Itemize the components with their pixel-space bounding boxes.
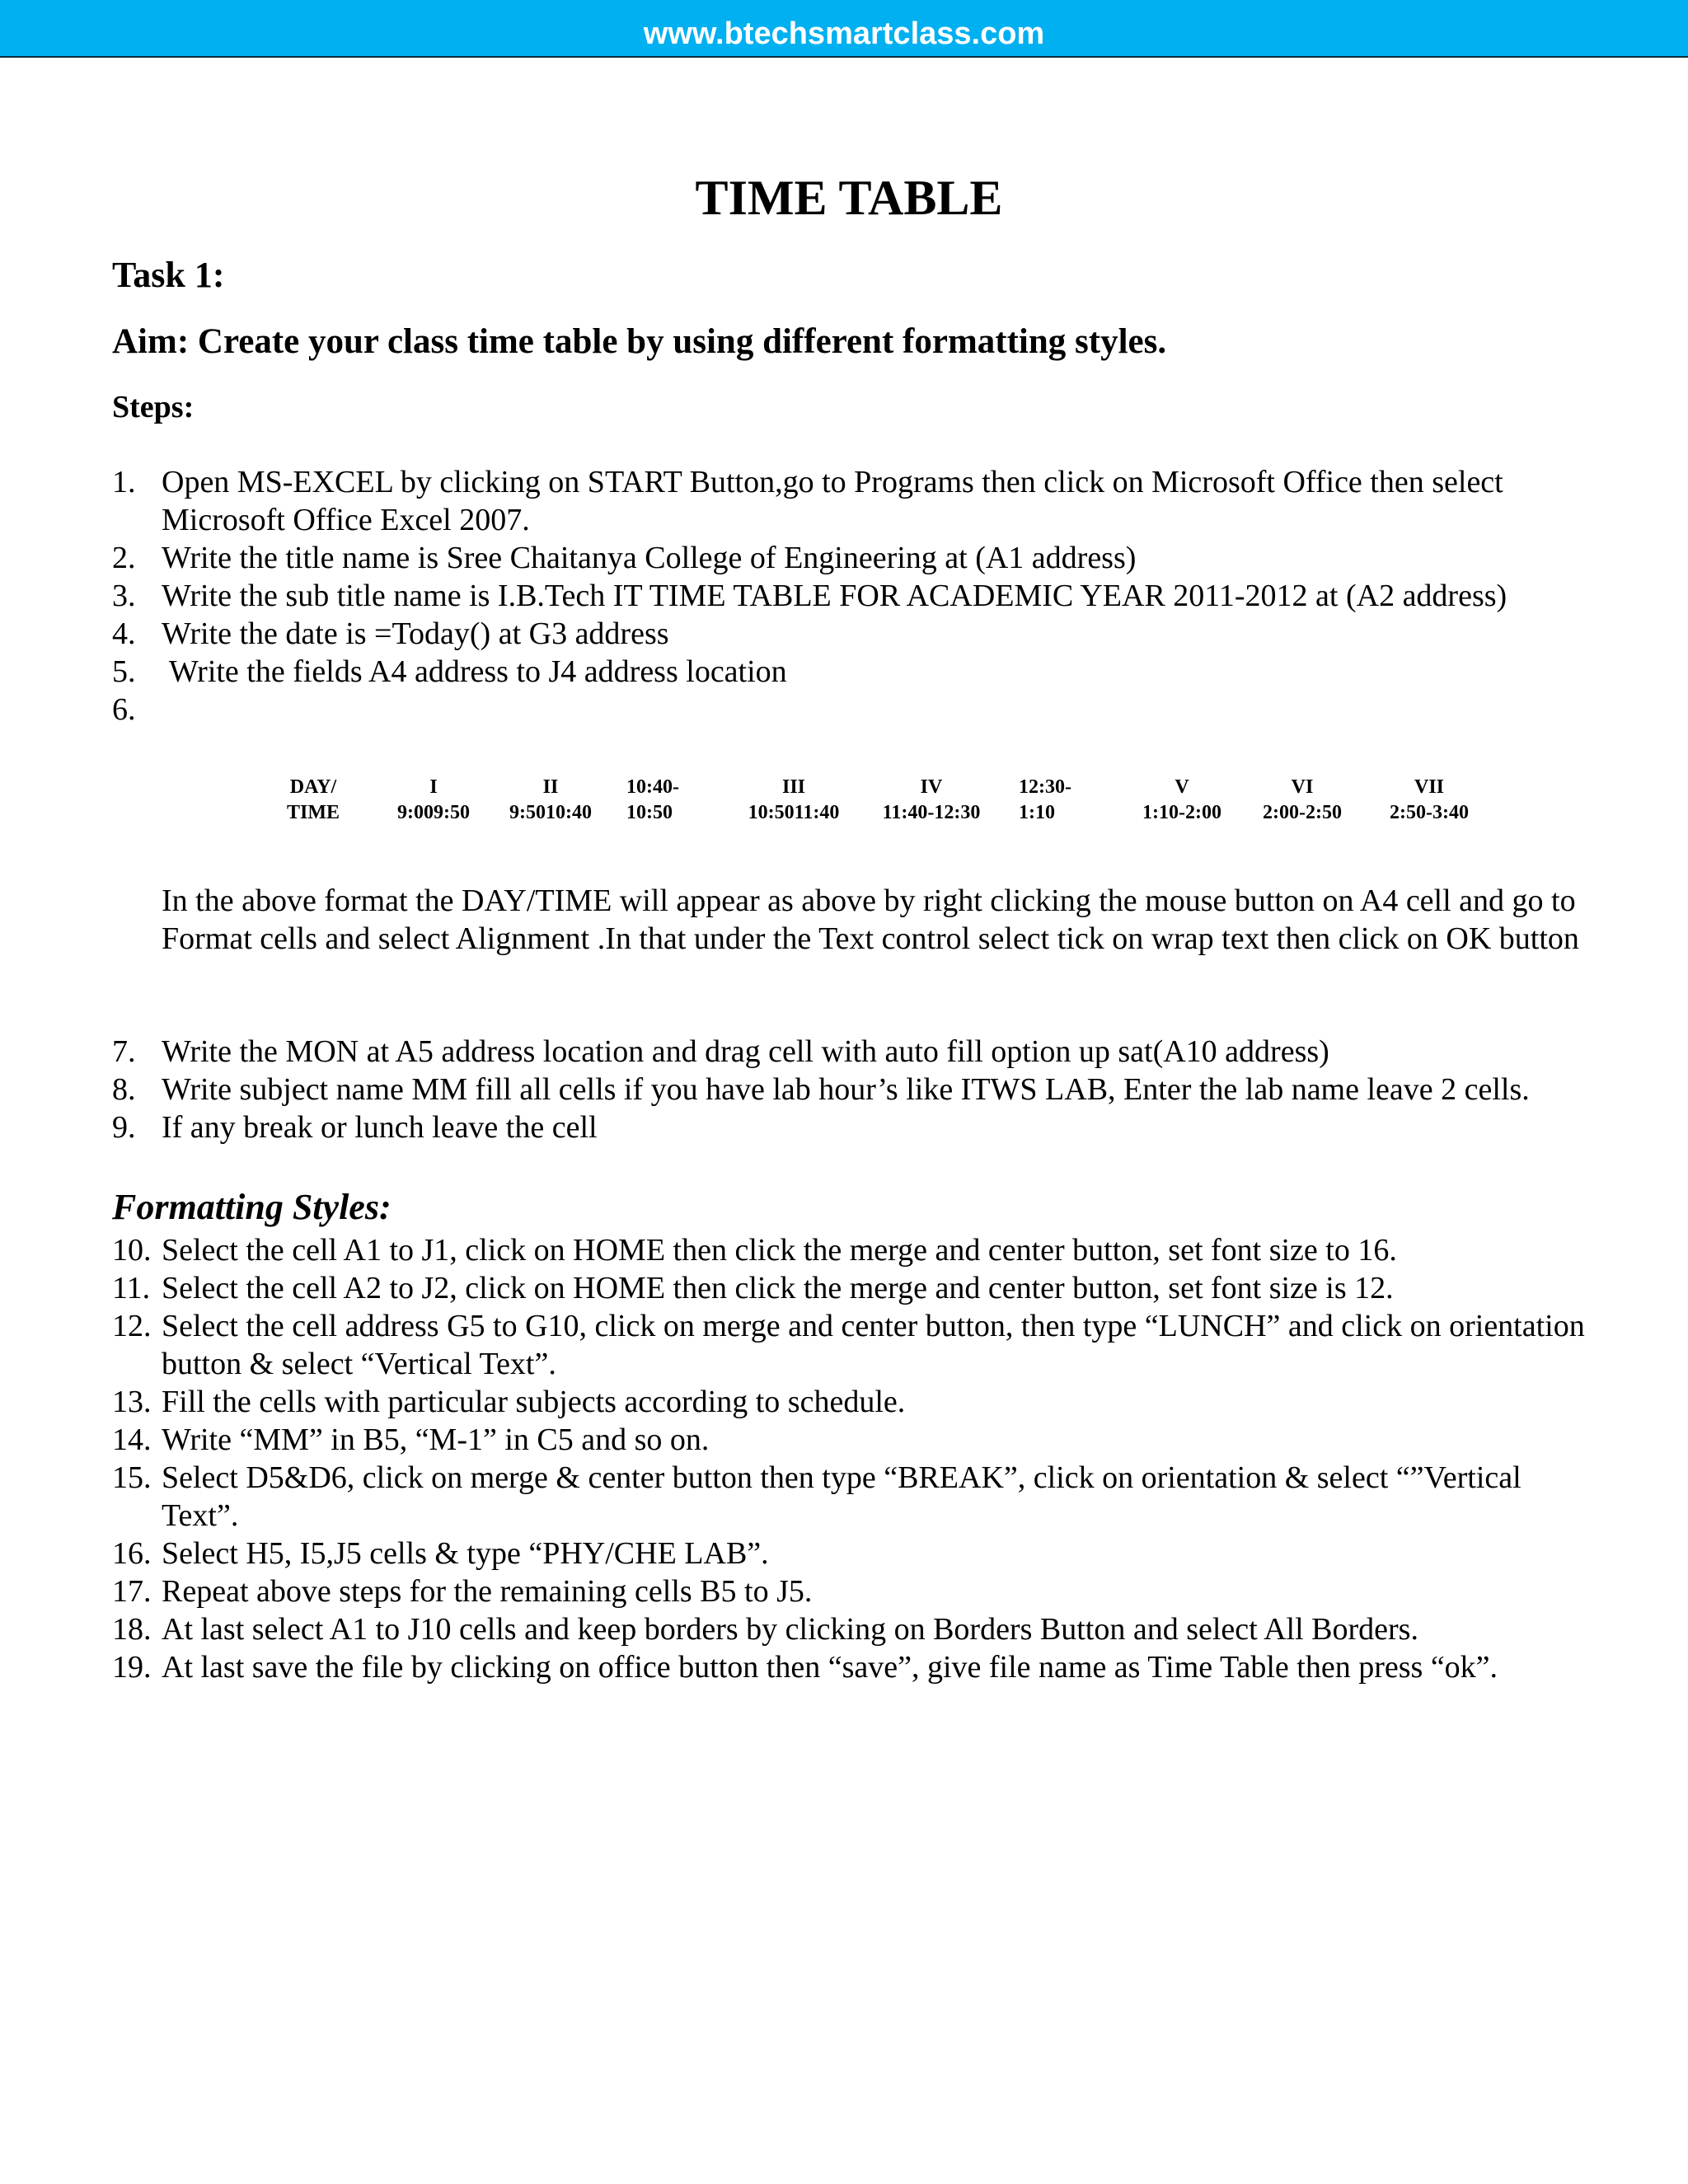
page-title: TIME TABLE: [695, 171, 1003, 225]
list-item: 5. Write the fields A4 address to J4 address location: [112, 654, 787, 689]
steps-label: Steps:: [112, 390, 195, 424]
list-item: 8. Write subject name MM fill all cells if you have lab hour’s like ITWS LAB, Enter the lab name leave 2 cells.: [112, 1072, 1530, 1107]
header-cell-period-1: I 9:009:50: [397, 776, 470, 823]
header-cell-period-3: III 10:5011:40: [748, 776, 840, 823]
header-cell-period-5: V 1:10-2:00: [1142, 776, 1221, 823]
list-item: 9. If any break or lunch leave the cell: [112, 1110, 598, 1145]
list-item: 2. Write the title name is Sree Chaitanya College of Engineering at (A1 address): [112, 541, 1137, 575]
list-item: 1. Open MS-EXCEL by clicking on START Button,go to Programs then click on Microsoft Office then select Microsoft Office Excel 2007.: [112, 465, 1503, 537]
header-cell-period-7: VII 2:50-3:40: [1390, 776, 1469, 823]
list-item: 13. Fill the cells with particular subjects according to schedule.: [112, 1385, 906, 1419]
header-cell-break: 10:40- 10:50: [626, 776, 679, 823]
header-cell-period-4: IV 11:40-12:30: [882, 776, 981, 823]
list-item: 10. Select the cell A1 to J1, click on HOME then click the merge and center button, set font size to 16.: [112, 1233, 1397, 1268]
list-item: 4. Write the date is =Today() at G3 address: [112, 616, 669, 651]
task-heading: Task 1:: [112, 255, 225, 295]
list-item: 12. Select the cell address G5 to G10, click on merge and center button, then type “LUNCH” and click on orientation button & select “Vertical Text”.: [112, 1309, 1585, 1381]
steps-list-part3: [112, 1231, 1596, 1686]
aim-heading: Aim: Create your class time table by using different formatting styles.: [112, 322, 1167, 361]
list-item: 19. At last save the file by clicking on office button then “save”, give file name as Time Table then press “ok”.: [112, 1650, 1498, 1685]
site-banner: [0, 0, 1688, 58]
steps-list-part1: [112, 463, 1596, 729]
timetable-header-sample: [0, 775, 1688, 832]
formatting-styles-heading: Formatting Styles:: [112, 1187, 392, 1227]
header-cell-period-2: II 9:5010:40: [509, 776, 592, 823]
list-item: 3. Write the sub title name is I.B.Tech IT TIME TABLE FOR ACADEMIC YEAR 2011-2012 at (A2 address): [112, 579, 1507, 613]
list-item: 16. Select H5, I5,J5 cells & type “PHY/CHE LAB”.: [112, 1536, 769, 1571]
list-item: 11. Select the cell A2 to J2, click on HOME then click the merge and center button, set font size is 12.: [112, 1271, 1394, 1305]
header-cell-lunch: 12:30- 1:10: [1019, 776, 1071, 823]
site-url[interactable]: www.btechsmartclass.com: [643, 16, 1045, 51]
format-note: In the above format the DAY/TIME will appear as above by right clicking the mouse button on A4 cell and go to Format cells and select Alignment .In that under the Text control select tick on wrap text then click on OK button: [162, 883, 1579, 956]
list-item: 15. Select D5&D6, click on merge & center button then type “BREAK”, click on orientation & select “”Vertical Text”.: [112, 1460, 1522, 1533]
steps-list-part2: [112, 1033, 1596, 1146]
list-item: 7. Write the MON at A5 address location and drag cell with auto fill option up sat(A10 address): [112, 1034, 1329, 1069]
list-item: 6.: [112, 692, 136, 727]
list-item: 17. Repeat above steps for the remaining cells B5 to J5.: [112, 1574, 813, 1609]
header-cell-period-6: VI 2:00-2:50: [1263, 776, 1342, 823]
list-item: 18. At last select A1 to J10 cells and keep borders by clicking on Borders Button and select All Borders.: [112, 1612, 1418, 1647]
list-item: 14. Write “MM” in B5, “M-1” in C5 and so on.: [112, 1422, 710, 1457]
header-cell-day-time: DAY/ TIME: [286, 776, 340, 823]
